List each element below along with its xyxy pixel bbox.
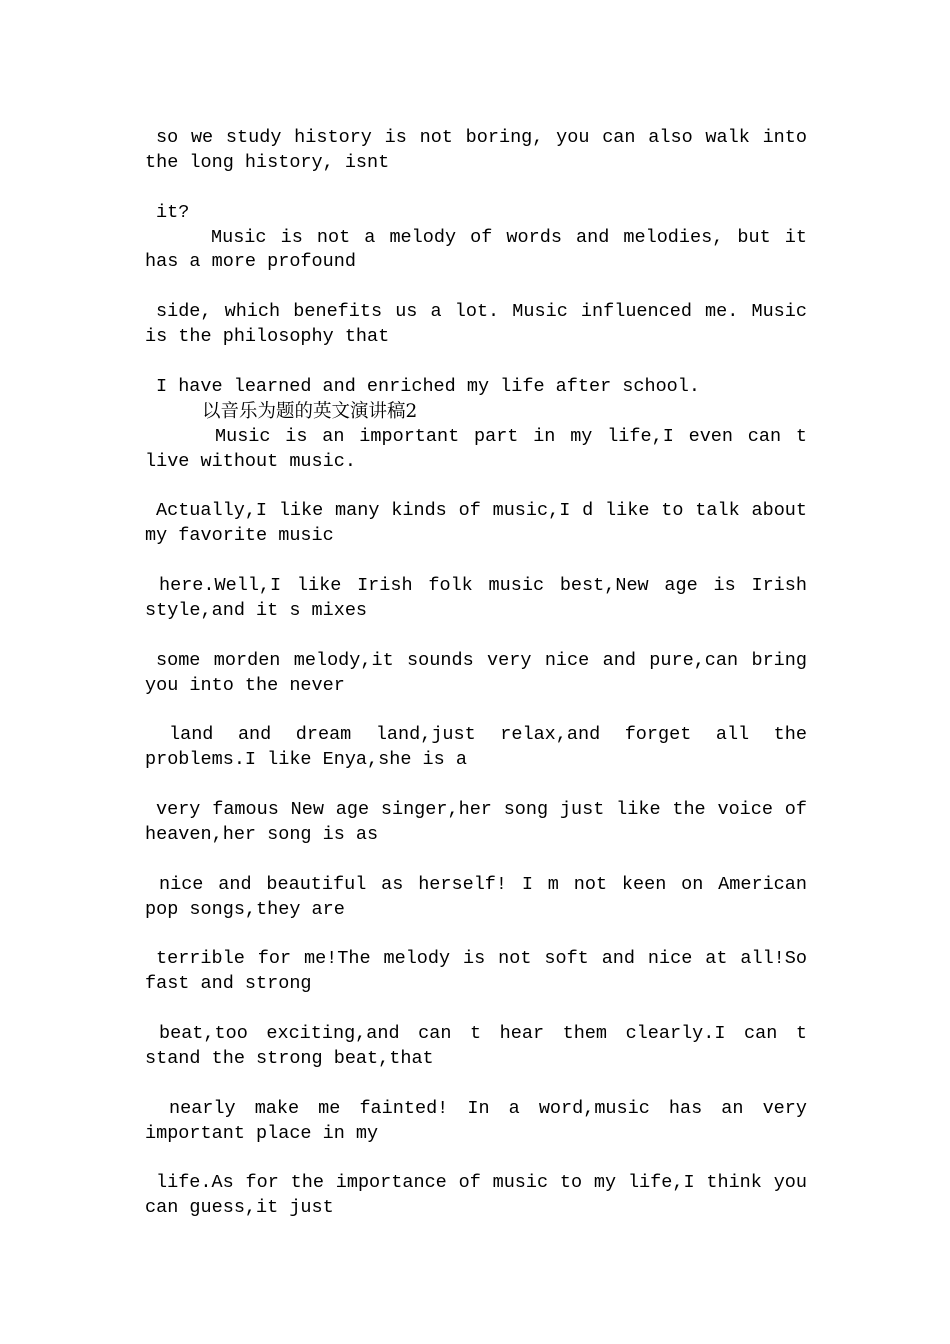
text-line: can guess,it just [145,1197,334,1219]
text-line: very famous New age singer,her song just like the voice of [156,799,807,821]
text-line: Music is not a melody of words and melodies, but it [211,226,807,248]
text-line: here.Well,I like Irish folk music best,New age is Irish [159,575,807,597]
text-line: beat,too exciting,and can t hear them clearly.I can t [159,1023,807,1045]
document-body [145,126,807,1221]
blank-line [145,848,807,873]
blank-line [145,1072,807,1097]
blank-line [145,176,807,201]
text-line: side, which benefits us a lot. Music influenced me. Music [156,301,807,323]
blank-line [145,549,807,574]
text-line: heaven,her song is as [145,823,379,845]
text-line: nice and beautiful as herself! I m not keen on American [159,873,807,895]
blank-line [145,275,807,300]
text-line: style,and it s mixes [145,599,368,621]
text-line: the long history, isnt [145,151,390,173]
section-heading: 以音乐为题的英文演讲稿2 [202,400,418,422]
text-line: life.As for the importance of music to my life,I think you [156,1172,807,1194]
text-line: it? [156,201,190,223]
text-line: terrible for me!The melody is not soft and nice at all!So [156,948,807,970]
blank-line [145,1147,807,1172]
text-line: fast and strong [145,973,312,995]
text-line: Actually,I like many kinds of music,I d like to talk about [156,500,807,522]
text-line: I have learned and enriched my life after school. [156,375,700,397]
text-line: Music is an important part in my life,I even can t [215,425,807,447]
blank-line [145,624,807,649]
blank-line [145,350,807,375]
text-line: you into the never [145,674,345,696]
text-line: important place in my [145,1122,379,1144]
text-line: is the philosophy that [145,326,390,348]
text-line: problems.I like Enya,she is a [145,749,467,771]
text-line: has a more profound [145,251,356,273]
text-line: stand the strong beat,that [145,1047,434,1069]
text-line: my favorite music [145,525,334,547]
blank-line [145,773,807,798]
text-line: so we study history is not boring, you can also walk into [156,127,807,148]
text-line: nearly make me fainted! In a word,music has an very [169,1097,807,1119]
blank-line [145,997,807,1022]
text-line: live without music. [145,450,356,472]
text-line: land and dream land,just relax,and forget all the [169,724,807,746]
blank-line [145,923,807,948]
text-line: pop songs,they are [145,898,345,920]
blank-line [145,698,807,723]
text-line: some morden melody,it sounds very nice and pure,can bring [156,649,807,671]
blank-line [145,474,807,499]
